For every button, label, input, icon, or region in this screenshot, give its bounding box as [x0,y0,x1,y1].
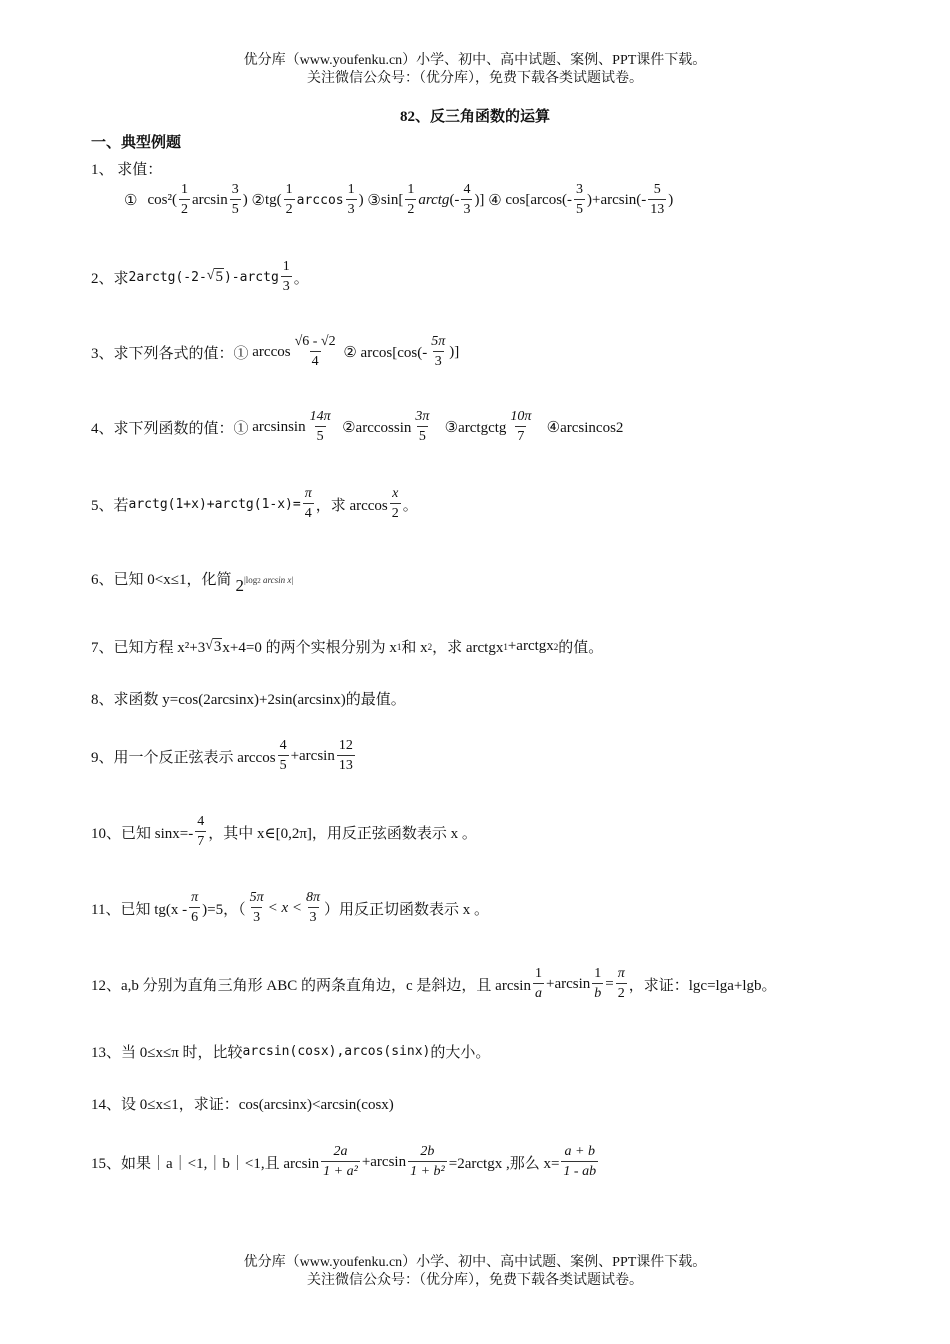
fraction: $\frac{√6 - √2}{4}$ [294,334,336,369]
header-line-1: 优分库（www.youfenku.cn）小学、初中、高中试题、案例、PPT课件下载。 [243,53,707,68]
page-header [0,52,950,88]
fraction: $\frac{4}{3}$ [463,182,471,217]
fraction: $\frac{4}{7}$ [197,814,205,849]
question-6: 6、已知 0<x≤1，化简 2 |log2 arcsin x| [91,571,294,595]
fraction: $\frac{1}{2}$ [407,182,415,217]
fraction: $\frac{5}{13}$ [650,182,665,217]
fraction: $\frac{1}{2}$ [180,182,188,217]
fraction: $\frac{1}{3}$ [347,182,355,217]
question-3: 3、求下列各式的值：① arccos $\frac{√6 - √2}{4}$ ② arcos[cos(- $\frac{5\pi}{3}$ )] [91,334,460,369]
question-7: 7、已知方程 x²+3 √ 3 x+4=0 的两个实根分别为 x 1 和 x 2 ，求 arctgx 1 +arctgx 2 的值。 [91,637,604,656]
square-root: √ 3 [205,637,222,655]
question-4: 4、求下列函数的值：① arcsinsin $\frac{14\pi}{5}$ ②arccossin $\frac{3\pi}{5}$ ③arctgctg $\frac{10\pi}{7}$ ④arcsincos2 [91,409,624,444]
page-footer [0,1254,950,1290]
square-root: √ 5 [206,268,223,285]
fraction: $\frac{3}{5}$ [231,182,239,217]
question-5: 5、若 arctg(1+x)+arctg(1-x)= $\frac{\pi}{4}$ ，求 arccos $\frac{x}{2}$ 。 [91,486,418,521]
question-13: 13、当 0≤x≤π 时，比较 arcsin(cosx),arcos(sinx) 的大小。 [91,1044,491,1061]
fraction: $\frac{3\pi}{5}$ [415,409,430,444]
question-12: 12、a,b 分别为直角三角形 ABC 的两条直角边，c 是斜边，且 arcsin $\frac{1}{a}$ +arcsin $\frac{1}{b}$ = $\frac{\pi}{2}$ ，求证：lgc=lga+lgb。 [91,966,777,1001]
section-heading: 一、典型例题 [91,135,182,151]
question-14: 14、设 0≤x≤1，求证：cos(arcsinx)<arcsin(cosx) [91,1097,394,1113]
fraction: $\frac{5\pi}{3}$ [249,890,264,925]
question-10: 10、已知 sinx=- $\frac{4}{7}$ ，其中 x∈[0,2π]，用反正弦函数表示 x 。 [91,814,477,849]
question-8: 8、求函数 y=cos(2arcsinx)+2sin(arcsinx)的最值。 [91,692,406,708]
fraction: $\frac{\pi}{2}$ [617,966,625,1001]
fraction: $\frac{8\pi}{3}$ [306,890,321,925]
exponent: |log2 arcsin x| [243,575,294,585]
question-1-label: 1、 求值： [91,162,163,178]
fraction: $\frac{\pi}{4}$ [304,486,312,521]
footer-line-1: 优分库（www.youfenku.cn）小学、初中、高中试题、案例、PPT课件下载。 [243,1255,707,1270]
fraction: $\frac{a + b}{1 - ab}$ [563,1144,597,1179]
question-11: 11、已知 tg(x - $\frac{\pi}{6}$ )=5，（ $\frac{5\pi}{3}$ < x < $\frac{8\pi}{3}$ ）用反正切函数表示 x 。 [91,890,490,925]
fraction: $\frac{x}{2}$ [391,486,399,521]
header-line-2: 关注微信公众号：（优分库），免费下载各类试题试卷。 [307,71,643,86]
question-2: 2、求 2arctg(-2- √ 5 )-arctg $\frac{1}{3}$ 。 [91,259,309,294]
fraction: $\frac{4}{5}$ [279,738,287,773]
fraction: $\frac{3}{5}$ [576,182,584,217]
fraction: $\frac{14\pi}{5}$ [309,409,331,444]
fraction: $\frac{1}{3}$ [282,259,290,294]
fraction: $\frac{\pi}{6}$ [191,890,199,925]
question-15: 15、如果｜a｜<1,｜b｜<1,且 arcsin $\frac{2a}{\text{1 + a²}}$ +arcsin $\frac{2b}{\text{1 + b²}}$ =2arctgx ,那么 x= $\frac{a + b}{1 - ab}$ [91,1144,597,1179]
fraction: $\frac{1}{b}$ [594,966,602,1001]
fraction: $\frac{12}{13}$ [338,738,353,773]
footer-line-2: 关注微信公众号：（优分库），免费下载各类试题试卷。 [307,1273,643,1288]
fraction: $\frac{1}{a}$ [534,966,542,1001]
page-title: 82、反三角函数的运算 [399,109,550,125]
fraction: $\frac{2b}{\text{1 + b²}}$ [410,1144,445,1179]
fraction: $\frac{1}{2}$ [285,182,293,217]
fraction: $\frac{2a}{\text{1 + a²}}$ [323,1144,358,1179]
question-1-expressions: ① cos²( $\frac{1}{2}$ arcsin $\frac{3}{5}$ ) ② tg( $\frac{1}{2}$ arccos $\frac{1}{3}$ ) ③ sin[ $\frac{1}{2}$ arctg (- $\frac{4}{3}$ )] ④ cos[arcos(- $\frac{3}{5}$ )+arcsin(- $\frac{5}{13}$ ) [124,182,674,217]
question-9: 9、用一个反正弦表示 arccos $\frac{4}{5}$ +arcsin $\frac{12}{13}$ [91,738,353,773]
fraction: $\frac{5\pi}{3}$ [431,334,446,369]
fraction: $\frac{10\pi}{7}$ [510,409,532,444]
